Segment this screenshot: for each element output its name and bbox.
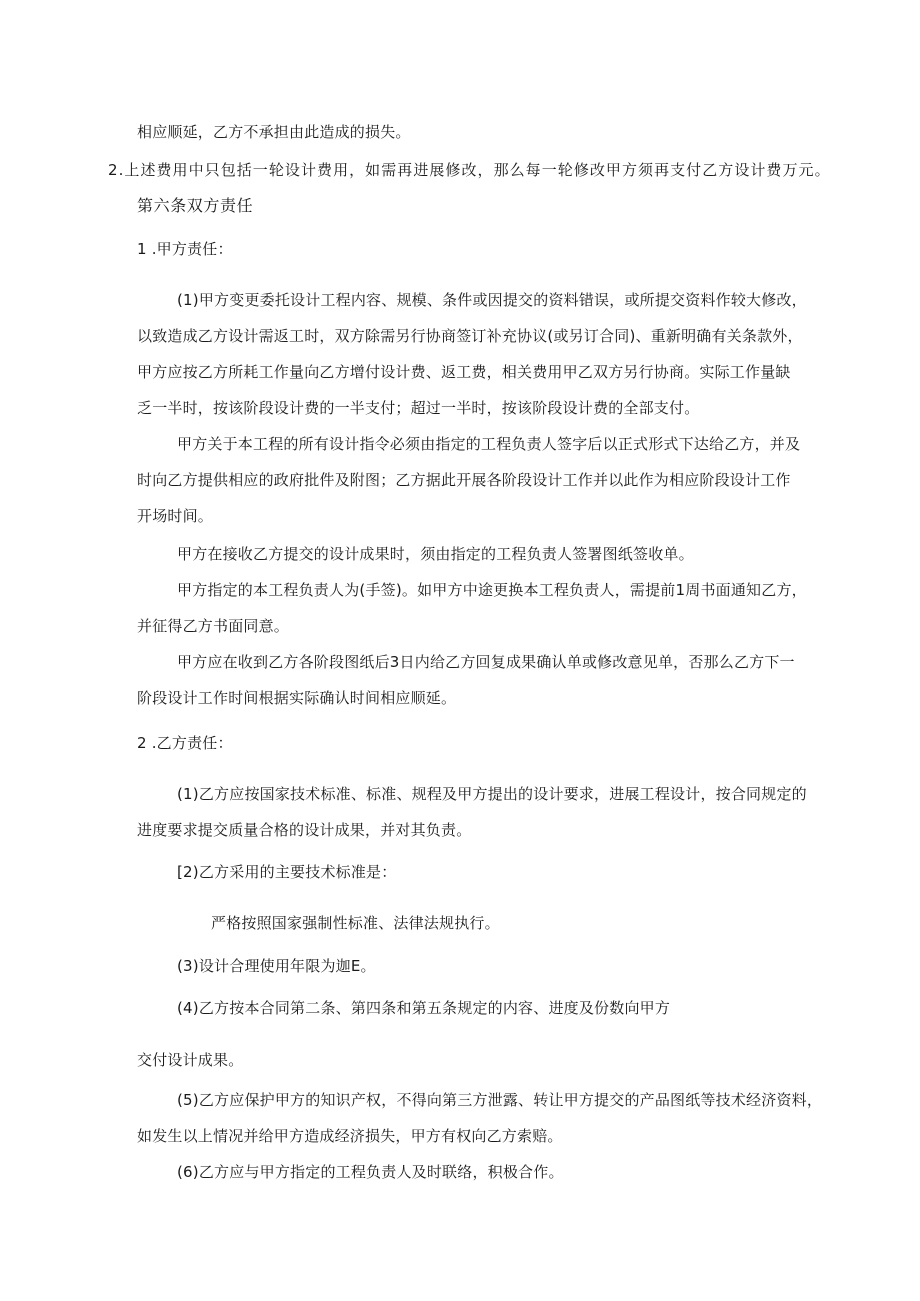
paragraph-line: 甲方应按乙方所耗工作量向乙方增付设计费、返工费，相关费用甲乙双方另行协商。实际工作量缺 — [137, 363, 791, 381]
paragraph-line: 相应顺延，乙方不承担由此造成的损失。 — [137, 123, 411, 141]
paragraph-line: (5)乙方应保护甲方的知识产权，不得向第三方泄露、转让甲方提交的产品图纸等技术经济资料， — [177, 1091, 823, 1109]
paragraph-line: (4)乙方按本合同第二条、第四条和第五条规定的内容、进度及份数向甲方 — [177, 999, 671, 1017]
paragraph-line: 进度要求提交质量合格的设计成果，并对其负责。 — [137, 821, 472, 839]
paragraph-line: (3)设计合理使用年限为迦E。 — [177, 957, 376, 975]
paragraph-line: 2.上述费用中只包括一轮设计费用，如需再进展修改，那么每一轮修改甲方须再支付乙方设计费万元。 — [108, 161, 831, 179]
subsection-heading: 2 .乙方责任： — [137, 734, 233, 752]
paragraph-line: 开场时间。 — [137, 507, 214, 525]
paragraph-line: 严格按照国家强制性标准、法律法规执行。 — [211, 914, 500, 932]
paragraph-line: 并征得乙方书面同意。 — [137, 617, 290, 635]
section-heading: 第六条双方责任 — [137, 196, 254, 215]
paragraph-line: 甲方应在收到乙方各阶段图纸后3日内给乙方回复成果确认单或修改意见单，否那么乙方下一 — [177, 653, 795, 671]
paragraph-line: 时向乙方提供相应的政府批件及附图；乙方据此开展各阶段设计工作并以此作为相应阶段设计工作 — [137, 471, 791, 489]
paragraph-line: 甲方指定的本工程负责人为(手签)。如甲方中途更换本工程负责人，需提前1周书面通知乙方， — [177, 581, 807, 599]
paragraph-line: (1)乙方应按国家技术标准、标准、规程及甲方提出的设计要求，进展工程设计，按合同规定的 — [177, 785, 807, 803]
paragraph-line: 阶段设计工作时间根据实际确认时间相应顺延。 — [137, 689, 457, 707]
paragraph-line: 乏一半时，按该阶段设计费的一半支付；超过一半时，按该阶段设计费的全部支付。 — [137, 399, 700, 417]
paragraph-line: [2)乙方采用的主要技术标准是： — [177, 863, 397, 881]
paragraph-line: 以致造成乙方设计需返工时，双方除需另行协商签订补充协议(或另订合同)、重新明确有关条款外， — [137, 327, 803, 345]
paragraph-line: 交付设计成果。 — [137, 1051, 244, 1069]
paragraph-line: 如发生以上情况并给甲方造成经济损失，甲方有权向乙方索赔。 — [137, 1127, 563, 1145]
paragraph-line: 甲方关于本工程的所有设计指令必须由指定的工程负责人签字后以正式形式下达给乙方，并及 — [177, 435, 801, 453]
paragraph-line: (1)甲方变更委托设计工程内容、规模、条件或因提交的资料错误，或所提交资料作较大修改， — [177, 291, 807, 309]
subsection-heading: 1 .甲方责任： — [137, 240, 233, 258]
paragraph-line: 甲方在接收乙方提交的设计成果时，须由指定的工程负责人签署图纸签收单。 — [177, 545, 694, 563]
paragraph-line: (6)乙方应与甲方指定的工程负责人及时联络，积极合作。 — [177, 1163, 564, 1181]
